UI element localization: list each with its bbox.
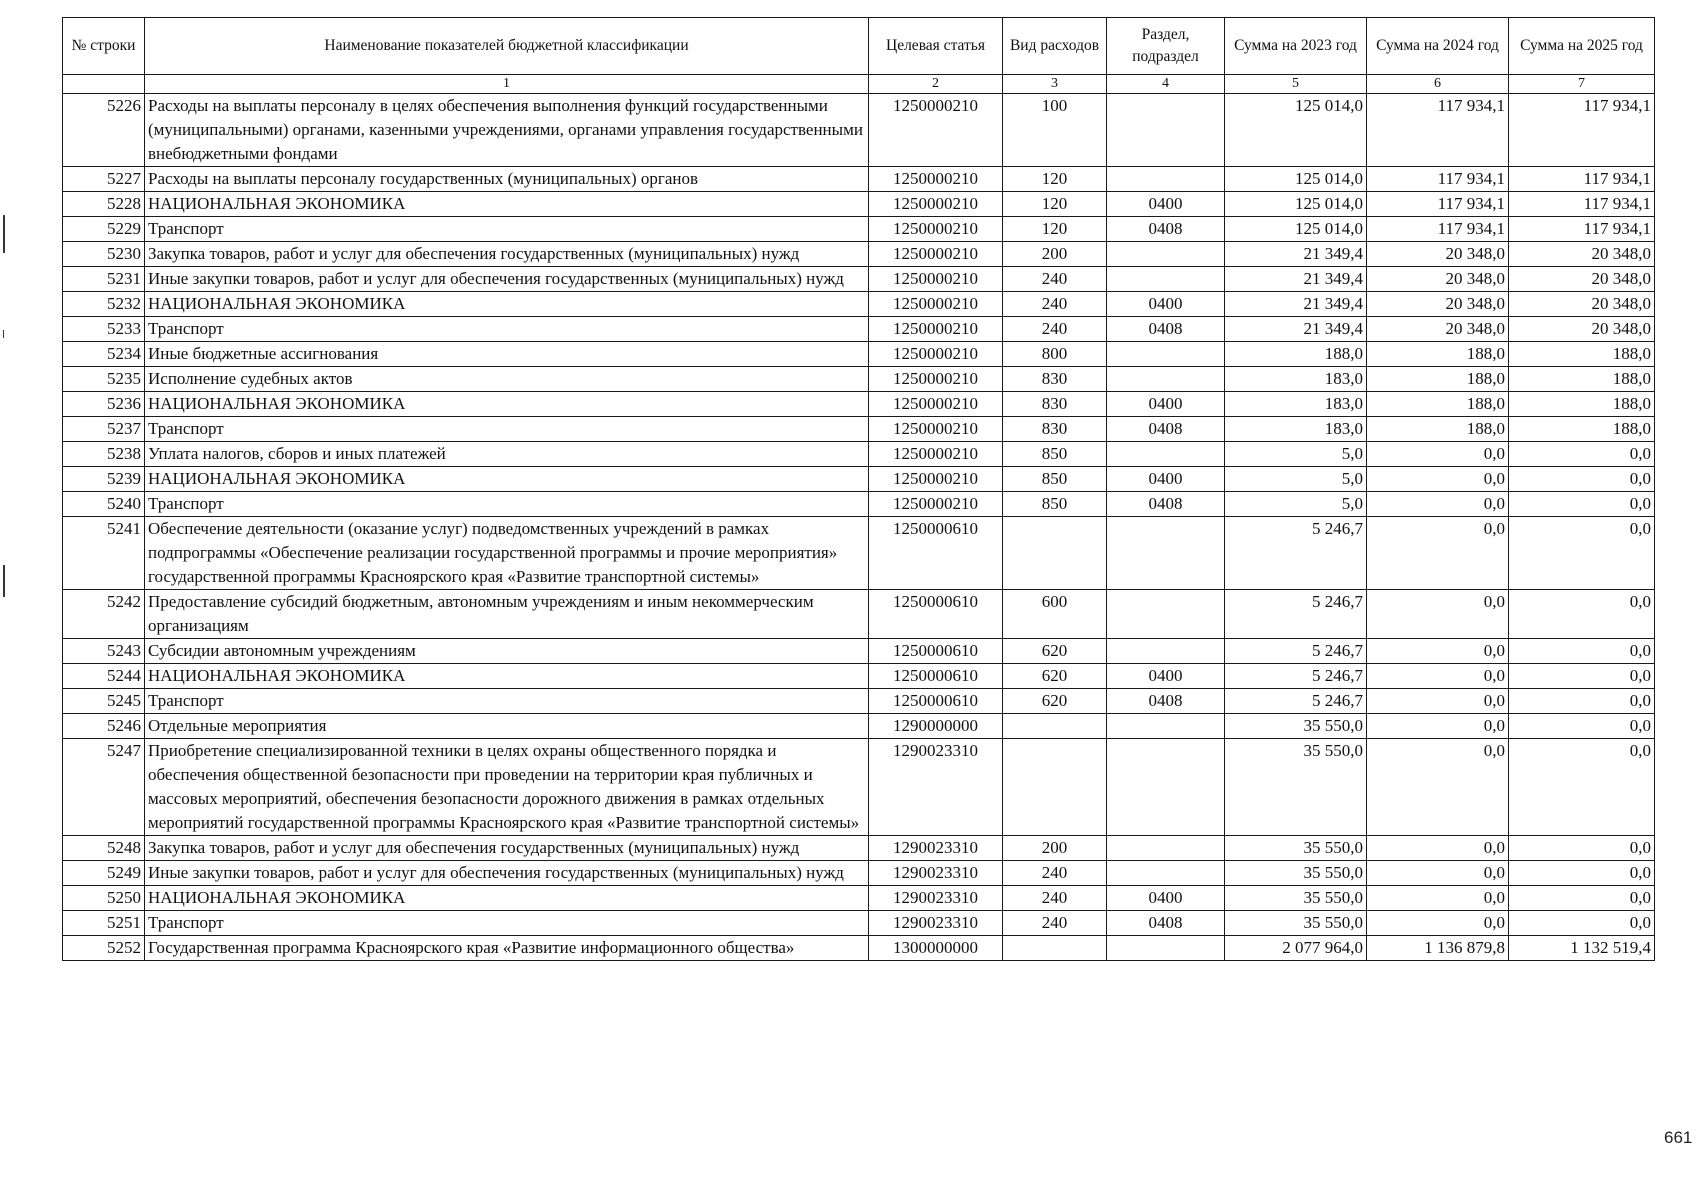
row-number: 5232 (63, 292, 145, 317)
row-sum-2025: 188,0 (1509, 417, 1655, 442)
row-sum-2025: 0,0 (1509, 467, 1655, 492)
table-row (63, 242, 1655, 267)
row-expense-type: 240 (1003, 861, 1107, 886)
table-header-row (63, 18, 1655, 75)
table-row (63, 639, 1655, 664)
row-section (1107, 167, 1225, 192)
row-section (1107, 739, 1225, 836)
column-number: 6 (1367, 75, 1509, 94)
row-expense-type: 830 (1003, 392, 1107, 417)
row-name: НАЦИОНАЛЬНАЯ ЭКОНОМИКА (145, 192, 869, 217)
table-row (63, 417, 1655, 442)
row-target-article: 1250000610 (869, 664, 1003, 689)
header-name: Наименование показателей бюджетной классификации (145, 18, 869, 75)
table-row (63, 167, 1655, 192)
row-target-article: 1250000210 (869, 94, 1003, 167)
row-expense-type: 620 (1003, 639, 1107, 664)
row-sum-2024: 0,0 (1367, 639, 1509, 664)
row-number: 5229 (63, 217, 145, 242)
row-name: НАЦИОНАЛЬНАЯ ЭКОНОМИКА (145, 392, 869, 417)
row-target-article: 1290023310 (869, 886, 1003, 911)
row-expense-type: 850 (1003, 442, 1107, 467)
row-number: 5240 (63, 492, 145, 517)
row-name: Транспорт (145, 911, 869, 936)
table-row (63, 392, 1655, 417)
row-sum-2023: 5 246,7 (1225, 664, 1367, 689)
row-name: Транспорт (145, 417, 869, 442)
row-number: 5244 (63, 664, 145, 689)
row-sum-2024: 0,0 (1367, 739, 1509, 836)
row-name: Транспорт (145, 317, 869, 342)
row-expense-type: 240 (1003, 911, 1107, 936)
row-target-article: 1250000210 (869, 492, 1003, 517)
row-number: 5230 (63, 242, 145, 267)
row-target-article: 1290023310 (869, 739, 1003, 836)
row-sum-2025: 0,0 (1509, 861, 1655, 886)
row-sum-2023: 125 014,0 (1225, 167, 1367, 192)
row-expense-type: 120 (1003, 167, 1107, 192)
row-sum-2024: 117 934,1 (1367, 167, 1509, 192)
row-section (1107, 517, 1225, 590)
row-target-article: 1290023310 (869, 836, 1003, 861)
row-number: 5250 (63, 886, 145, 911)
row-sum-2025: 0,0 (1509, 442, 1655, 467)
row-section: 0400 (1107, 192, 1225, 217)
row-expense-type: 850 (1003, 492, 1107, 517)
table-row (63, 342, 1655, 367)
row-sum-2025: 188,0 (1509, 342, 1655, 367)
row-section (1107, 714, 1225, 739)
row-sum-2024: 0,0 (1367, 714, 1509, 739)
column-number: 3 (1003, 75, 1107, 94)
row-number: 5248 (63, 836, 145, 861)
column-number: 1 (145, 75, 869, 94)
row-target-article: 1250000210 (869, 392, 1003, 417)
row-number: 5241 (63, 517, 145, 590)
column-number: 7 (1509, 75, 1655, 94)
table-row (63, 317, 1655, 342)
row-name: Субсидии автономным учреждениям (145, 639, 869, 664)
row-expense-type: 120 (1003, 217, 1107, 242)
row-sum-2025: 20 348,0 (1509, 242, 1655, 267)
row-sum-2023: 5 246,7 (1225, 590, 1367, 639)
row-name: Транспорт (145, 217, 869, 242)
row-expense-type: 200 (1003, 242, 1107, 267)
row-number: 5231 (63, 267, 145, 292)
row-sum-2024: 20 348,0 (1367, 242, 1509, 267)
row-sum-2025: 0,0 (1509, 590, 1655, 639)
row-target-article: 1250000210 (869, 442, 1003, 467)
row-sum-2025: 20 348,0 (1509, 292, 1655, 317)
row-sum-2023: 21 349,4 (1225, 242, 1367, 267)
row-sum-2025: 188,0 (1509, 367, 1655, 392)
table-body (63, 94, 1655, 961)
row-sum-2025: 117 934,1 (1509, 192, 1655, 217)
row-expense-type: 850 (1003, 467, 1107, 492)
row-sum-2023: 5 246,7 (1225, 689, 1367, 714)
row-name: Расходы на выплаты персоналу государственных (муниципальных) органов (145, 167, 869, 192)
table-row (63, 94, 1655, 167)
row-target-article: 1250000210 (869, 467, 1003, 492)
column-number: 5 (1225, 75, 1367, 94)
row-sum-2024: 0,0 (1367, 467, 1509, 492)
row-sum-2025: 1 132 519,4 (1509, 936, 1655, 961)
row-name: НАЦИОНАЛЬНАЯ ЭКОНОМИКА (145, 886, 869, 911)
row-sum-2025: 0,0 (1509, 639, 1655, 664)
column-number: 4 (1107, 75, 1225, 94)
row-sum-2023: 35 550,0 (1225, 836, 1367, 861)
row-section: 0408 (1107, 317, 1225, 342)
row-sum-2024: 0,0 (1367, 689, 1509, 714)
table-row (63, 911, 1655, 936)
column-number (63, 75, 145, 94)
row-expense-type: 240 (1003, 886, 1107, 911)
row-expense-type: 620 (1003, 689, 1107, 714)
page-number: 661 (1664, 1128, 1693, 1147)
row-sum-2025: 0,0 (1509, 689, 1655, 714)
row-expense-type: 830 (1003, 417, 1107, 442)
table-row (63, 739, 1655, 836)
row-section: 0408 (1107, 492, 1225, 517)
row-section (1107, 367, 1225, 392)
row-sum-2023: 35 550,0 (1225, 861, 1367, 886)
row-sum-2023: 125 014,0 (1225, 217, 1367, 242)
row-expense-type: 830 (1003, 367, 1107, 392)
row-expense-type (1003, 739, 1107, 836)
row-target-article: 1250000610 (869, 639, 1003, 664)
row-sum-2025: 20 348,0 (1509, 267, 1655, 292)
row-name: Расходы на выплаты персоналу в целях обеспечения выполнения функций государственными (муниципальными) органами, казенными учреждениями, органами управления государственными внебюджетными фондами (145, 94, 869, 167)
row-sum-2025: 0,0 (1509, 664, 1655, 689)
row-target-article: 1250000210 (869, 242, 1003, 267)
row-section: 0400 (1107, 664, 1225, 689)
row-number: 5234 (63, 342, 145, 367)
row-number: 5243 (63, 639, 145, 664)
row-sum-2024: 0,0 (1367, 886, 1509, 911)
row-sum-2025: 0,0 (1509, 492, 1655, 517)
table-row (63, 590, 1655, 639)
row-sum-2023: 188,0 (1225, 342, 1367, 367)
row-section (1107, 442, 1225, 467)
row-number: 5235 (63, 367, 145, 392)
row-sum-2023: 35 550,0 (1225, 886, 1367, 911)
row-target-article: 1250000210 (869, 292, 1003, 317)
header-target-article: Целевая статья (869, 18, 1003, 75)
row-number: 5242 (63, 590, 145, 639)
row-section (1107, 242, 1225, 267)
row-number: 5252 (63, 936, 145, 961)
row-sum-2024: 188,0 (1367, 342, 1509, 367)
row-name: Предоставление субсидий бюджетным, автономным учреждениям и иным некоммерческим организациям (145, 590, 869, 639)
table-row (63, 836, 1655, 861)
table-row (63, 267, 1655, 292)
table-row (63, 936, 1655, 961)
row-target-article: 1290000000 (869, 714, 1003, 739)
row-name: Закупка товаров, работ и услуг для обеспечения государственных (муниципальных) нужд (145, 836, 869, 861)
row-target-article: 1250000610 (869, 590, 1003, 639)
header-sum-2023: Сумма на 2023 год (1225, 18, 1367, 75)
row-sum-2024: 0,0 (1367, 492, 1509, 517)
row-sum-2023: 125 014,0 (1225, 94, 1367, 167)
row-target-article: 1250000210 (869, 267, 1003, 292)
row-target-article: 1250000610 (869, 517, 1003, 590)
row-number: 5249 (63, 861, 145, 886)
row-section: 0408 (1107, 911, 1225, 936)
row-sum-2023: 2 077 964,0 (1225, 936, 1367, 961)
row-sum-2023: 183,0 (1225, 417, 1367, 442)
row-sum-2024: 0,0 (1367, 442, 1509, 467)
row-sum-2023: 183,0 (1225, 392, 1367, 417)
row-name: Государственная программа Красноярского края «Развитие информационного общества» (145, 936, 869, 961)
row-number: 5238 (63, 442, 145, 467)
row-sum-2024: 20 348,0 (1367, 267, 1509, 292)
row-sum-2023: 35 550,0 (1225, 714, 1367, 739)
row-sum-2024: 117 934,1 (1367, 217, 1509, 242)
row-number: 5227 (63, 167, 145, 192)
row-sum-2024: 117 934,1 (1367, 94, 1509, 167)
row-expense-type (1003, 517, 1107, 590)
row-sum-2024: 188,0 (1367, 417, 1509, 442)
column-number: 2 (869, 75, 1003, 94)
row-sum-2024: 20 348,0 (1367, 292, 1509, 317)
row-section (1107, 861, 1225, 886)
row-sum-2023: 35 550,0 (1225, 739, 1367, 836)
table-row (63, 664, 1655, 689)
column-number-row (63, 75, 1655, 94)
row-sum-2025: 20 348,0 (1509, 317, 1655, 342)
row-sum-2024: 0,0 (1367, 836, 1509, 861)
row-name: НАЦИОНАЛЬНАЯ ЭКОНОМИКА (145, 292, 869, 317)
row-target-article: 1290023310 (869, 911, 1003, 936)
table-row (63, 689, 1655, 714)
table-row (63, 467, 1655, 492)
row-sum-2023: 21 349,4 (1225, 317, 1367, 342)
row-section: 0408 (1107, 217, 1225, 242)
row-section (1107, 639, 1225, 664)
row-expense-type: 100 (1003, 94, 1107, 167)
row-target-article: 1250000610 (869, 689, 1003, 714)
row-expense-type (1003, 714, 1107, 739)
row-sum-2024: 117 934,1 (1367, 192, 1509, 217)
row-name: Обеспечение деятельности (оказание услуг) подведомственных учреждений в рамках подпрограммы «Обеспечение реализации государственной программы и прочие мероприятия» государственной программы Красноярского края «Развитие транспортной системы» (145, 517, 869, 590)
row-number: 5239 (63, 467, 145, 492)
row-number: 5237 (63, 417, 145, 442)
row-name: Уплата налогов, сборов и иных платежей (145, 442, 869, 467)
header-row-no: № строки (63, 18, 145, 75)
row-section (1107, 836, 1225, 861)
table-row (63, 517, 1655, 590)
table-row (63, 492, 1655, 517)
row-sum-2024: 0,0 (1367, 861, 1509, 886)
table-row (63, 714, 1655, 739)
row-number: 5233 (63, 317, 145, 342)
table-row (63, 886, 1655, 911)
row-name: Закупка товаров, работ и услуг для обеспечения государственных (муниципальных) нужд (145, 242, 869, 267)
row-sum-2023: 5 246,7 (1225, 517, 1367, 590)
row-target-article: 1250000210 (869, 367, 1003, 392)
row-name: НАЦИОНАЛЬНАЯ ЭКОНОМИКА (145, 467, 869, 492)
table-row (63, 192, 1655, 217)
row-target-article: 1250000210 (869, 192, 1003, 217)
row-name: Приобретение специализированной техники в целях охраны общественного порядка и обеспечения общественной безопасности при проведении на территории края публичных и массовых мероприятий, обеспечения безопасности дорожного движения в рамках отдельных мероприятий государственной программы Красноярского края «Развитие транспортной системы» (145, 739, 869, 836)
row-expense-type: 120 (1003, 192, 1107, 217)
row-sum-2024: 0,0 (1367, 590, 1509, 639)
row-sum-2025: 0,0 (1509, 739, 1655, 836)
row-sum-2023: 5,0 (1225, 467, 1367, 492)
row-sum-2024: 0,0 (1367, 517, 1509, 590)
scan-mark (3, 565, 5, 597)
row-sum-2024: 188,0 (1367, 392, 1509, 417)
row-name: Иные бюджетные ассигнования (145, 342, 869, 367)
row-expense-type: 240 (1003, 317, 1107, 342)
row-sum-2023: 5 246,7 (1225, 639, 1367, 664)
row-section (1107, 94, 1225, 167)
row-section (1107, 267, 1225, 292)
table-row (63, 442, 1655, 467)
row-section: 0400 (1107, 886, 1225, 911)
row-sum-2025: 117 934,1 (1509, 167, 1655, 192)
row-name: Исполнение судебных актов (145, 367, 869, 392)
scan-mark (3, 330, 4, 338)
header-section: Раздел, подраздел (1107, 18, 1225, 75)
budget-table (62, 17, 1655, 961)
row-name: Иные закупки товаров, работ и услуг для обеспечения государственных (муниципальных) нужд (145, 861, 869, 886)
row-number: 5246 (63, 714, 145, 739)
table-row (63, 292, 1655, 317)
row-sum-2023: 183,0 (1225, 367, 1367, 392)
row-number: 5251 (63, 911, 145, 936)
table-row (63, 367, 1655, 392)
row-number: 5228 (63, 192, 145, 217)
row-section: 0400 (1107, 292, 1225, 317)
row-section: 0400 (1107, 392, 1225, 417)
row-section (1107, 342, 1225, 367)
row-expense-type: 200 (1003, 836, 1107, 861)
row-sum-2025: 117 934,1 (1509, 217, 1655, 242)
row-sum-2025: 117 934,1 (1509, 94, 1655, 167)
row-sum-2024: 188,0 (1367, 367, 1509, 392)
row-sum-2025: 0,0 (1509, 836, 1655, 861)
scan-mark (3, 215, 5, 253)
header-sum-2024: Сумма на 2024 год (1367, 18, 1509, 75)
row-number: 5226 (63, 94, 145, 167)
row-number: 5247 (63, 739, 145, 836)
row-sum-2024: 20 348,0 (1367, 317, 1509, 342)
row-target-article: 1250000210 (869, 342, 1003, 367)
row-sum-2023: 21 349,4 (1225, 267, 1367, 292)
row-target-article: 1300000000 (869, 936, 1003, 961)
row-name: НАЦИОНАЛЬНАЯ ЭКОНОМИКА (145, 664, 869, 689)
row-number: 5236 (63, 392, 145, 417)
header-expense-type: Вид расходов (1003, 18, 1107, 75)
row-sum-2024: 0,0 (1367, 911, 1509, 936)
row-sum-2025: 0,0 (1509, 517, 1655, 590)
row-name: Транспорт (145, 492, 869, 517)
row-section: 0408 (1107, 417, 1225, 442)
row-sum-2025: 0,0 (1509, 911, 1655, 936)
row-section (1107, 590, 1225, 639)
row-expense-type (1003, 936, 1107, 961)
row-sum-2023: 35 550,0 (1225, 911, 1367, 936)
row-sum-2023: 21 349,4 (1225, 292, 1367, 317)
table-row (63, 217, 1655, 242)
row-sum-2025: 0,0 (1509, 886, 1655, 911)
row-expense-type: 620 (1003, 664, 1107, 689)
row-target-article: 1250000210 (869, 167, 1003, 192)
row-target-article: 1250000210 (869, 417, 1003, 442)
row-sum-2024: 0,0 (1367, 664, 1509, 689)
table-row (63, 861, 1655, 886)
row-name: Отдельные мероприятия (145, 714, 869, 739)
row-sum-2023: 5,0 (1225, 492, 1367, 517)
row-number: 5245 (63, 689, 145, 714)
row-section: 0408 (1107, 689, 1225, 714)
row-sum-2023: 5,0 (1225, 442, 1367, 467)
row-target-article: 1250000210 (869, 217, 1003, 242)
row-expense-type: 240 (1003, 292, 1107, 317)
row-expense-type: 600 (1003, 590, 1107, 639)
row-sum-2025: 188,0 (1509, 392, 1655, 417)
row-expense-type: 240 (1003, 267, 1107, 292)
header-sum-2025: Сумма на 2025 год (1509, 18, 1655, 75)
row-section: 0400 (1107, 467, 1225, 492)
row-section (1107, 936, 1225, 961)
row-name: Транспорт (145, 689, 869, 714)
row-expense-type: 800 (1003, 342, 1107, 367)
row-sum-2023: 125 014,0 (1225, 192, 1367, 217)
row-target-article: 1290023310 (869, 861, 1003, 886)
row-sum-2024: 1 136 879,8 (1367, 936, 1509, 961)
row-sum-2025: 0,0 (1509, 714, 1655, 739)
row-target-article: 1250000210 (869, 317, 1003, 342)
row-name: Иные закупки товаров, работ и услуг для обеспечения государственных (муниципальных) нужд (145, 267, 869, 292)
